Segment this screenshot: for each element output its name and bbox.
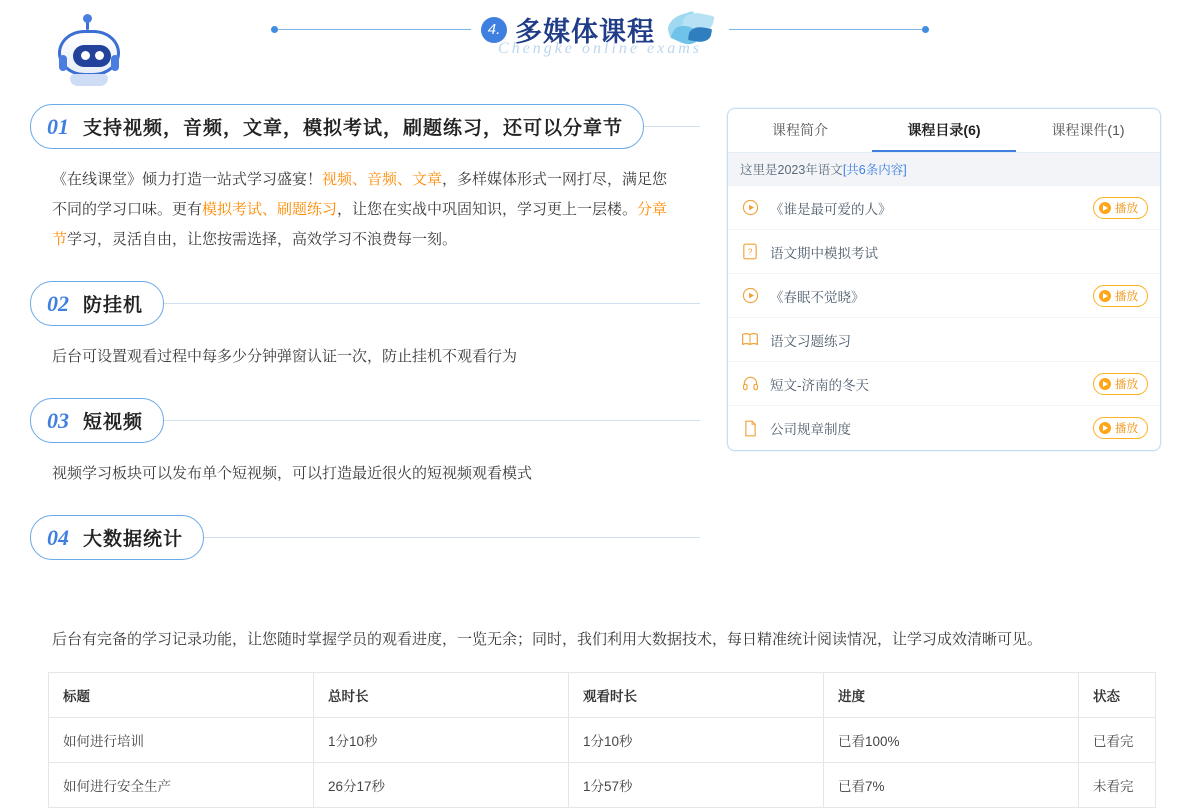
lesson-title: 语文习题练习	[770, 333, 851, 349]
cell-total-duration: 26分17秒	[314, 763, 569, 808]
section-heading-04	[30, 515, 700, 560]
section-title: 大数据统计	[83, 529, 184, 550]
para-highlight: 视频、音频、文章	[322, 171, 443, 188]
section-index: 03	[47, 407, 69, 433]
section-rule	[638, 126, 700, 127]
cell-progress: 已看100%	[824, 718, 1079, 763]
course-note-count: [共6条内容]	[842, 163, 907, 177]
list-item[interactable]	[728, 274, 1160, 318]
play-label: 播放	[1115, 423, 1138, 435]
cell-status: 未看完	[1079, 763, 1156, 808]
section-pill	[30, 104, 644, 149]
cell-total-duration: 1分10秒	[314, 718, 569, 763]
section-number-badge: 4.	[481, 17, 507, 43]
learning-stats-table	[48, 672, 1156, 808]
lesson-title: 《谁是最可爱的人》	[770, 201, 892, 217]
para-text: 后台可设置观看过程中每多少分钟弹窗认证一次，防止挂机不观看行为	[52, 348, 518, 365]
play-label: 播放	[1115, 378, 1138, 391]
audio-headphone-icon	[740, 374, 760, 394]
section-index: 01	[47, 113, 69, 139]
play-circle-icon	[1099, 378, 1111, 390]
cell-title: 如何进行安全生产	[49, 763, 314, 808]
tab-course-catalog[interactable]: 课程目录(6)	[872, 109, 1016, 152]
para-text: 视频学习板块可以发布单个短视频，可以打造最近很火的短视频观看模式	[52, 465, 533, 482]
cell-status: 已看完	[1079, 718, 1156, 763]
play-circle-icon	[1099, 290, 1111, 302]
para-text: ，让您在实战中巩固知识，学习更上一层楼。	[337, 201, 638, 218]
para-text: 《在线课堂》倾力打造一站式学习盛宴！	[52, 171, 323, 188]
cell-progress: 已看7%	[824, 763, 1079, 808]
header-rule-left	[271, 29, 471, 30]
play-circle-icon	[1099, 202, 1111, 214]
section-pill	[30, 398, 164, 443]
header-rule-right	[729, 29, 929, 30]
section-heading-01	[30, 104, 700, 149]
section-pill	[30, 515, 204, 560]
column-header-title: 标题	[49, 673, 314, 718]
lesson-title: 语文期中模拟考试	[770, 245, 878, 261]
feature-list	[30, 104, 700, 566]
table-row	[49, 718, 1156, 763]
tab-course-intro[interactable]: 课程简介	[772, 121, 828, 138]
section-title: 防挂机	[83, 295, 144, 316]
section-index: 04	[47, 524, 69, 550]
page-header	[0, 0, 1200, 92]
video-play-icon	[740, 286, 760, 306]
column-header-watched-duration: 观看时长	[569, 673, 824, 718]
para-text: 学习，灵活自由，让您按需选择，高效学习不浪费每一刻。	[67, 231, 458, 248]
para-highlight: 分章节	[52, 201, 668, 248]
play-button[interactable]	[1093, 373, 1148, 395]
section-paragraph-04	[30, 615, 1170, 655]
lesson-title: 公司规章制度	[770, 422, 851, 437]
svg-text:?: ?	[747, 246, 753, 257]
column-header-status: 状态	[1079, 673, 1156, 718]
section-rule	[158, 303, 700, 304]
course-tabs	[728, 109, 1160, 153]
section-index: 02	[47, 290, 69, 316]
lesson-title: 短文-济南的冬天	[770, 377, 869, 393]
list-item[interactable]	[728, 406, 1160, 450]
section-heading-02	[30, 281, 700, 326]
tab-course-materials[interactable]: 课程课件(1)	[1051, 121, 1125, 138]
section-paragraph-02	[30, 332, 700, 372]
list-item[interactable]	[728, 230, 1160, 274]
list-item[interactable]	[728, 362, 1160, 406]
play-circle-icon	[1099, 422, 1111, 434]
course-note-prefix: 这里是2023年语文	[740, 163, 843, 177]
list-item[interactable]	[728, 318, 1160, 362]
table-header-row	[49, 673, 1156, 718]
section-title: 短视频	[83, 412, 144, 433]
section-pill	[30, 281, 164, 326]
play-label: 播放	[1115, 202, 1138, 215]
section-paragraph-01	[30, 155, 700, 255]
para-highlight: 模拟考试、刷题练习	[202, 201, 338, 218]
section-heading-03	[30, 398, 700, 443]
page-title: 多媒体课程	[515, 17, 655, 47]
lesson-title: 《春眠不觉晓》	[770, 289, 865, 305]
section-rule	[158, 420, 700, 421]
video-play-icon	[740, 198, 760, 218]
column-header-total-duration: 总时长	[314, 673, 569, 718]
cell-watched-duration: 1分57秒	[569, 763, 824, 808]
section-title: 支持视频，音频，文章，模拟考试，刷题练习，还可以分章节	[83, 118, 624, 139]
play-button[interactable]	[1093, 285, 1148, 307]
cell-watched-duration: 1分10秒	[569, 718, 824, 763]
course-card	[727, 108, 1161, 451]
play-label: 播放	[1115, 290, 1138, 303]
para-text: 后台有完备的学习记录功能，让您随时掌握学员的观看进度，一览无余；同时，我们利用大数据技术，每日精准统计阅读情况，让学习成效清晰可见。	[52, 631, 1043, 648]
course-note	[728, 153, 1160, 186]
article-document-icon	[740, 418, 760, 438]
column-header-progress: 进度	[824, 673, 1079, 718]
exam-paper-icon	[740, 242, 760, 262]
play-button[interactable]	[1093, 417, 1148, 439]
table-row	[49, 763, 1156, 808]
para-text: ，多样媒体形式一网打尽，满足您不同的学习口味。更有	[52, 171, 668, 218]
cell-title: 如何进行培训	[49, 718, 314, 763]
page-subtitle: Chengke online exams	[498, 40, 702, 57]
book-practice-icon	[740, 330, 760, 350]
section-rule	[198, 537, 700, 538]
section-paragraph-03	[30, 449, 700, 489]
play-button[interactable]	[1093, 197, 1148, 219]
list-item[interactable]	[728, 186, 1160, 230]
